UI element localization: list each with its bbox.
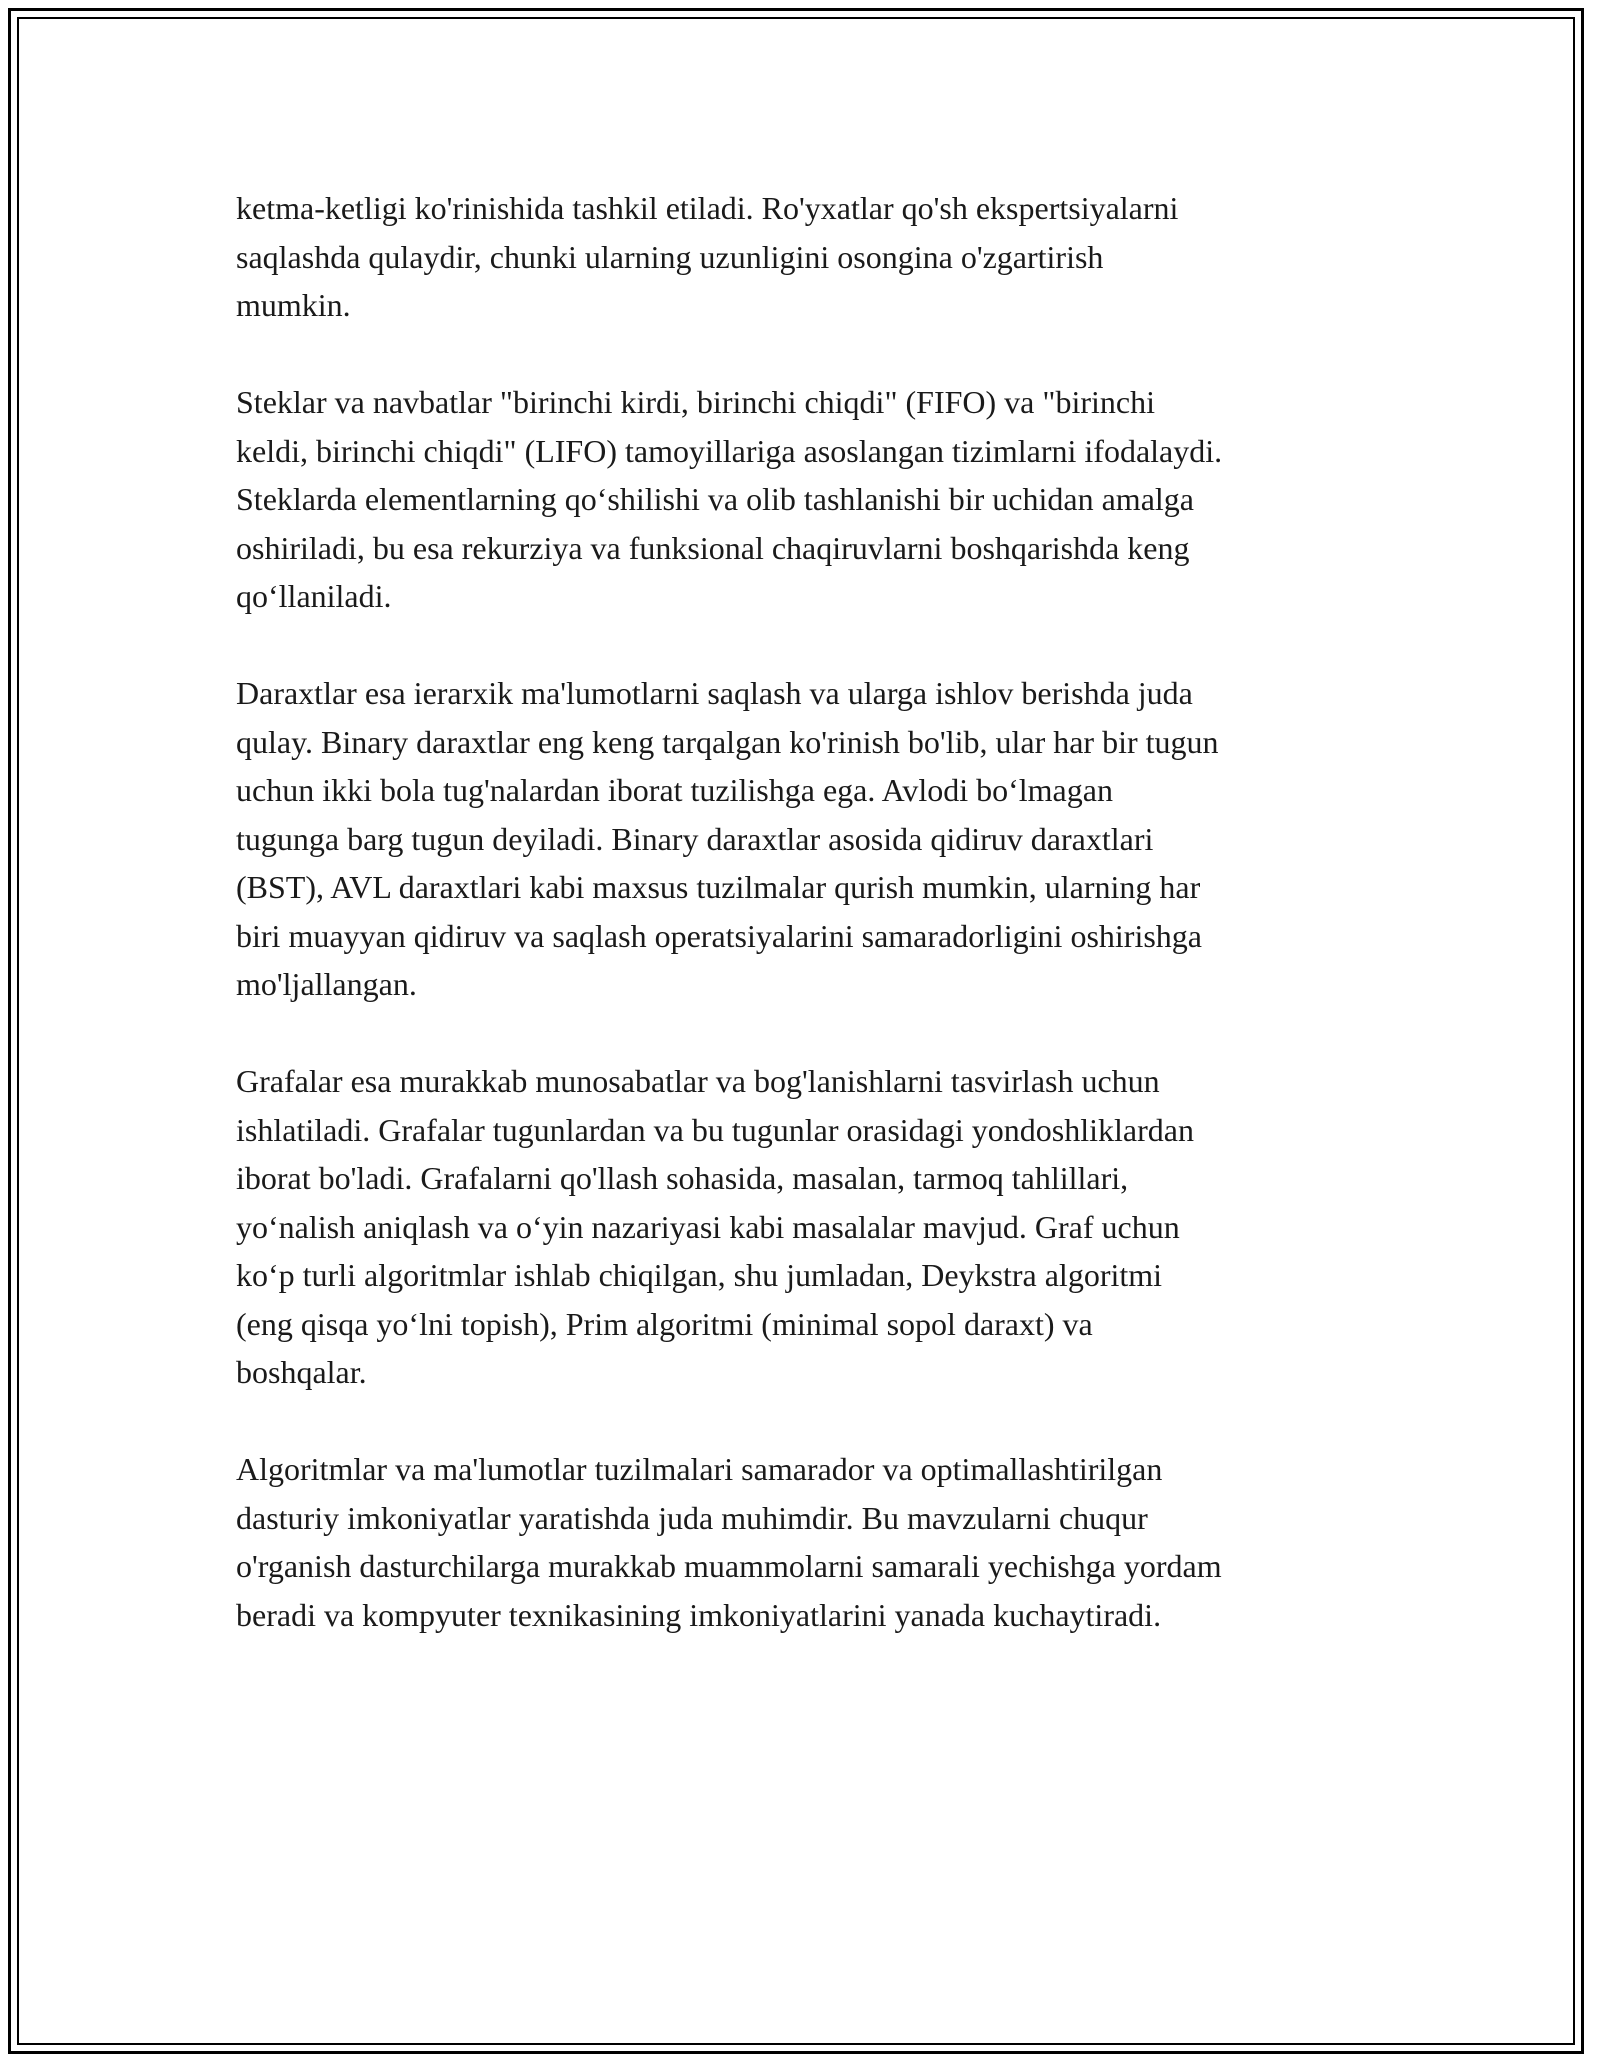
paragraph-conclusion: Algoritmlar va ma'lumotlar tuzilmalari samarador va optimallashtirilgan dasturiy imkoniyatlar yaratishda juda muhimdir. Bu mavzularni chuqur o'rganish dasturchilarga murakkab muammolarni samarali yechishga yordam beradi va kompyuter texnikasining imkoniyatlarini yanada kuchaytiradi. (236, 1451, 1222, 1633)
paragraph-graphs: Grafalar esa murakkab munosabatlar va bog'lanishlarni tasvirlash uchun ishlatiladi. Grafalar tugunlardan va bu tugunlar orasidagi yondoshliklardan iborat bo'ladi. Grafalarni qo'llash sohasida, masalan, tarmoq tahlillari, yo‘nalish aniqlash va o‘yin nazariyasi kabi masalalar mavjud. Graf uchun ko‘p turli algoritmlar ishlab chiqilgan, shu jumladan, Deykstra algoritmi (eng qisqa yo‘lni topish), Prim algoritmi (minimal sopol daraxt) va boshqalar. (236, 1063, 1194, 1390)
paragraph-lists: ketma-ketligi ko'rinishida tashkil etiladi. Ro'yxatlar qo'sh ekspertsiyalarni saqlashda qulaydir, chunki ularning uzunligini osongina o'zgartirish mumkin. (236, 190, 1179, 323)
paragraph-stacks-queues: Steklar va navbatlar "birinchi kirdi, birinchi chiqdi" (FIFO) va "birinchi keldi, birinchi chiqdi" (LIFO) tamoyillariga asoslangan tizimlarni ifodalaydi. Steklarda elementlarning qo‘shilishi va olib tashlanishi bir uchidan amalga oshiriladi, bu esa rekurziya va funksional chaqiruvlarni boshqarishda keng qo‘llaniladi. (236, 384, 1223, 614)
document-body (236, 184, 1376, 1688)
paragraph-trees: Daraxtlar esa ierarxik ma'lumotlarni saqlash va ularga ishlov berishda juda qulay. Binary daraxtlar eng keng tarqalgan ko'rinish bo'lib, ular har bir tugun uchun ikki bola tug'nalardan iborat tuzilishga ega. Avlodi bo‘lmagan tugunga barg tugun deyiladi. Binary daraxtlar asosida qidiruv daraxtlari (BST), AVL daraxtlari kabi maxsus tuzilmalar qurish mumkin, ularning har biri muayyan qidiruv va saqlash operatsiyalarini samaradorligini oshirishga mo'ljallangan. (236, 675, 1219, 1002)
